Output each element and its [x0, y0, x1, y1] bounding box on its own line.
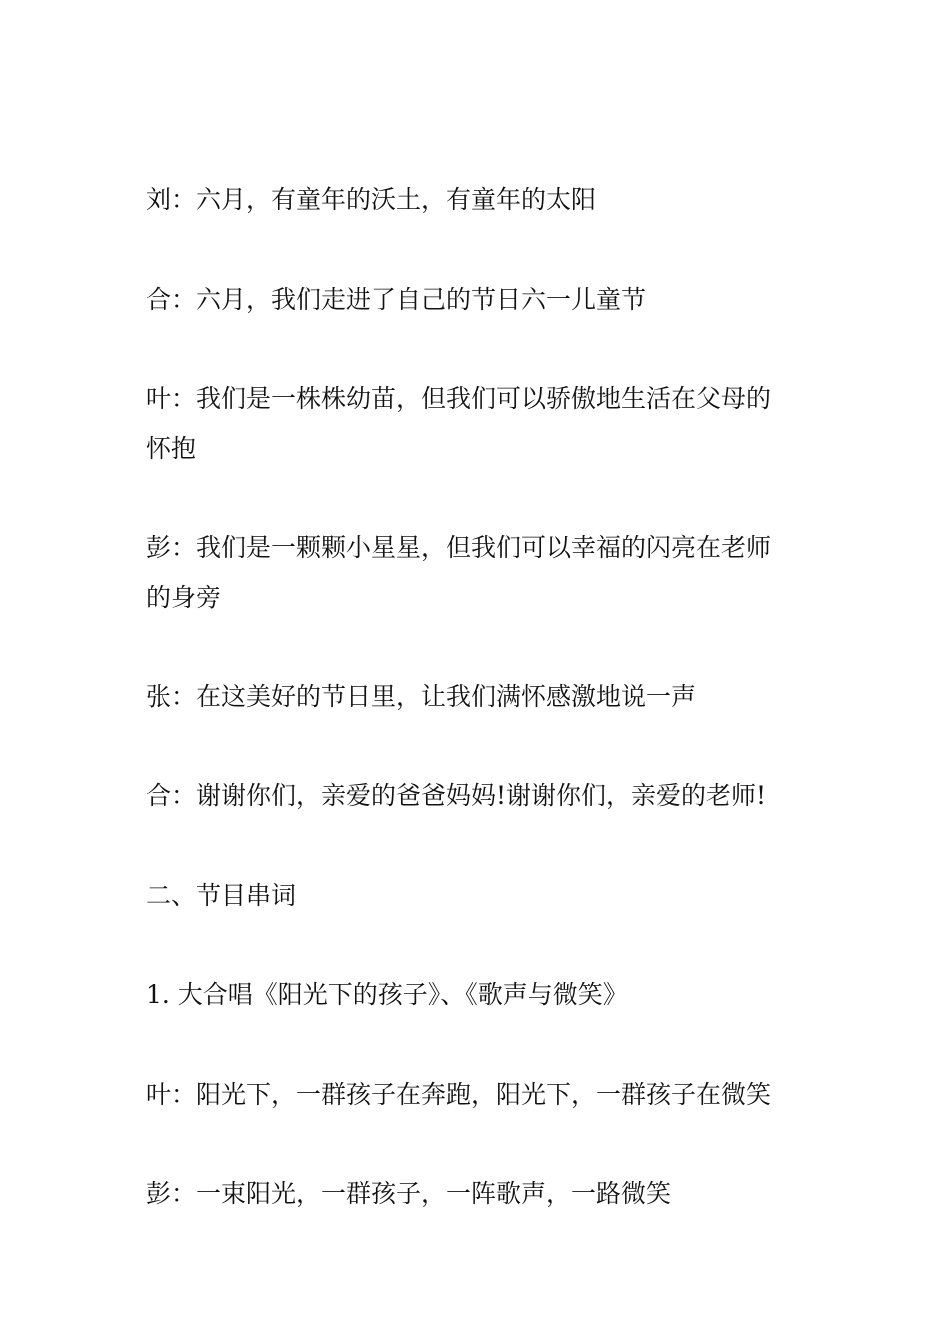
dialogue-line-chorus: 合：谢谢你们，亲爱的爸爸妈妈!谢谢你们，亲爱的老师!: [146, 781, 767, 810]
dialogue-line-peng: 彭：一束阳光，一群孩子，一阵歌声，一路微笑: [146, 1179, 672, 1208]
dialogue-line-ye-continued: 怀抱: [146, 434, 197, 463]
dialogue-line-ye: 叶：阳光下，一群孩子在奔跑，阳光下，一群孩子在微笑: [146, 1080, 772, 1109]
dialogue-line-peng: 彭：我们是一颗颗小星星，但我们可以幸福的闪亮在老师: [146, 533, 772, 562]
program-item-heading: 1. 大合唱《阳光下的孩子》、《歌声与微笑》: [146, 980, 628, 1009]
section-heading: 二、节目串词: [146, 881, 297, 910]
dialogue-line-zhang: 张：在这美好的节日里，让我们满怀感激地说一声: [146, 682, 697, 711]
dialogue-line-liu: 刘：六月，有童年的沃土，有童年的太阳: [146, 185, 597, 214]
dialogue-line-chorus: 合：六月，我们走进了自己的节日六一儿童节: [146, 285, 647, 314]
dialogue-line-ye: 叶：我们是一株株幼苗，但我们可以骄傲地生活在父母的: [146, 384, 772, 413]
dialogue-line-peng-continued: 的身旁: [146, 583, 222, 612]
